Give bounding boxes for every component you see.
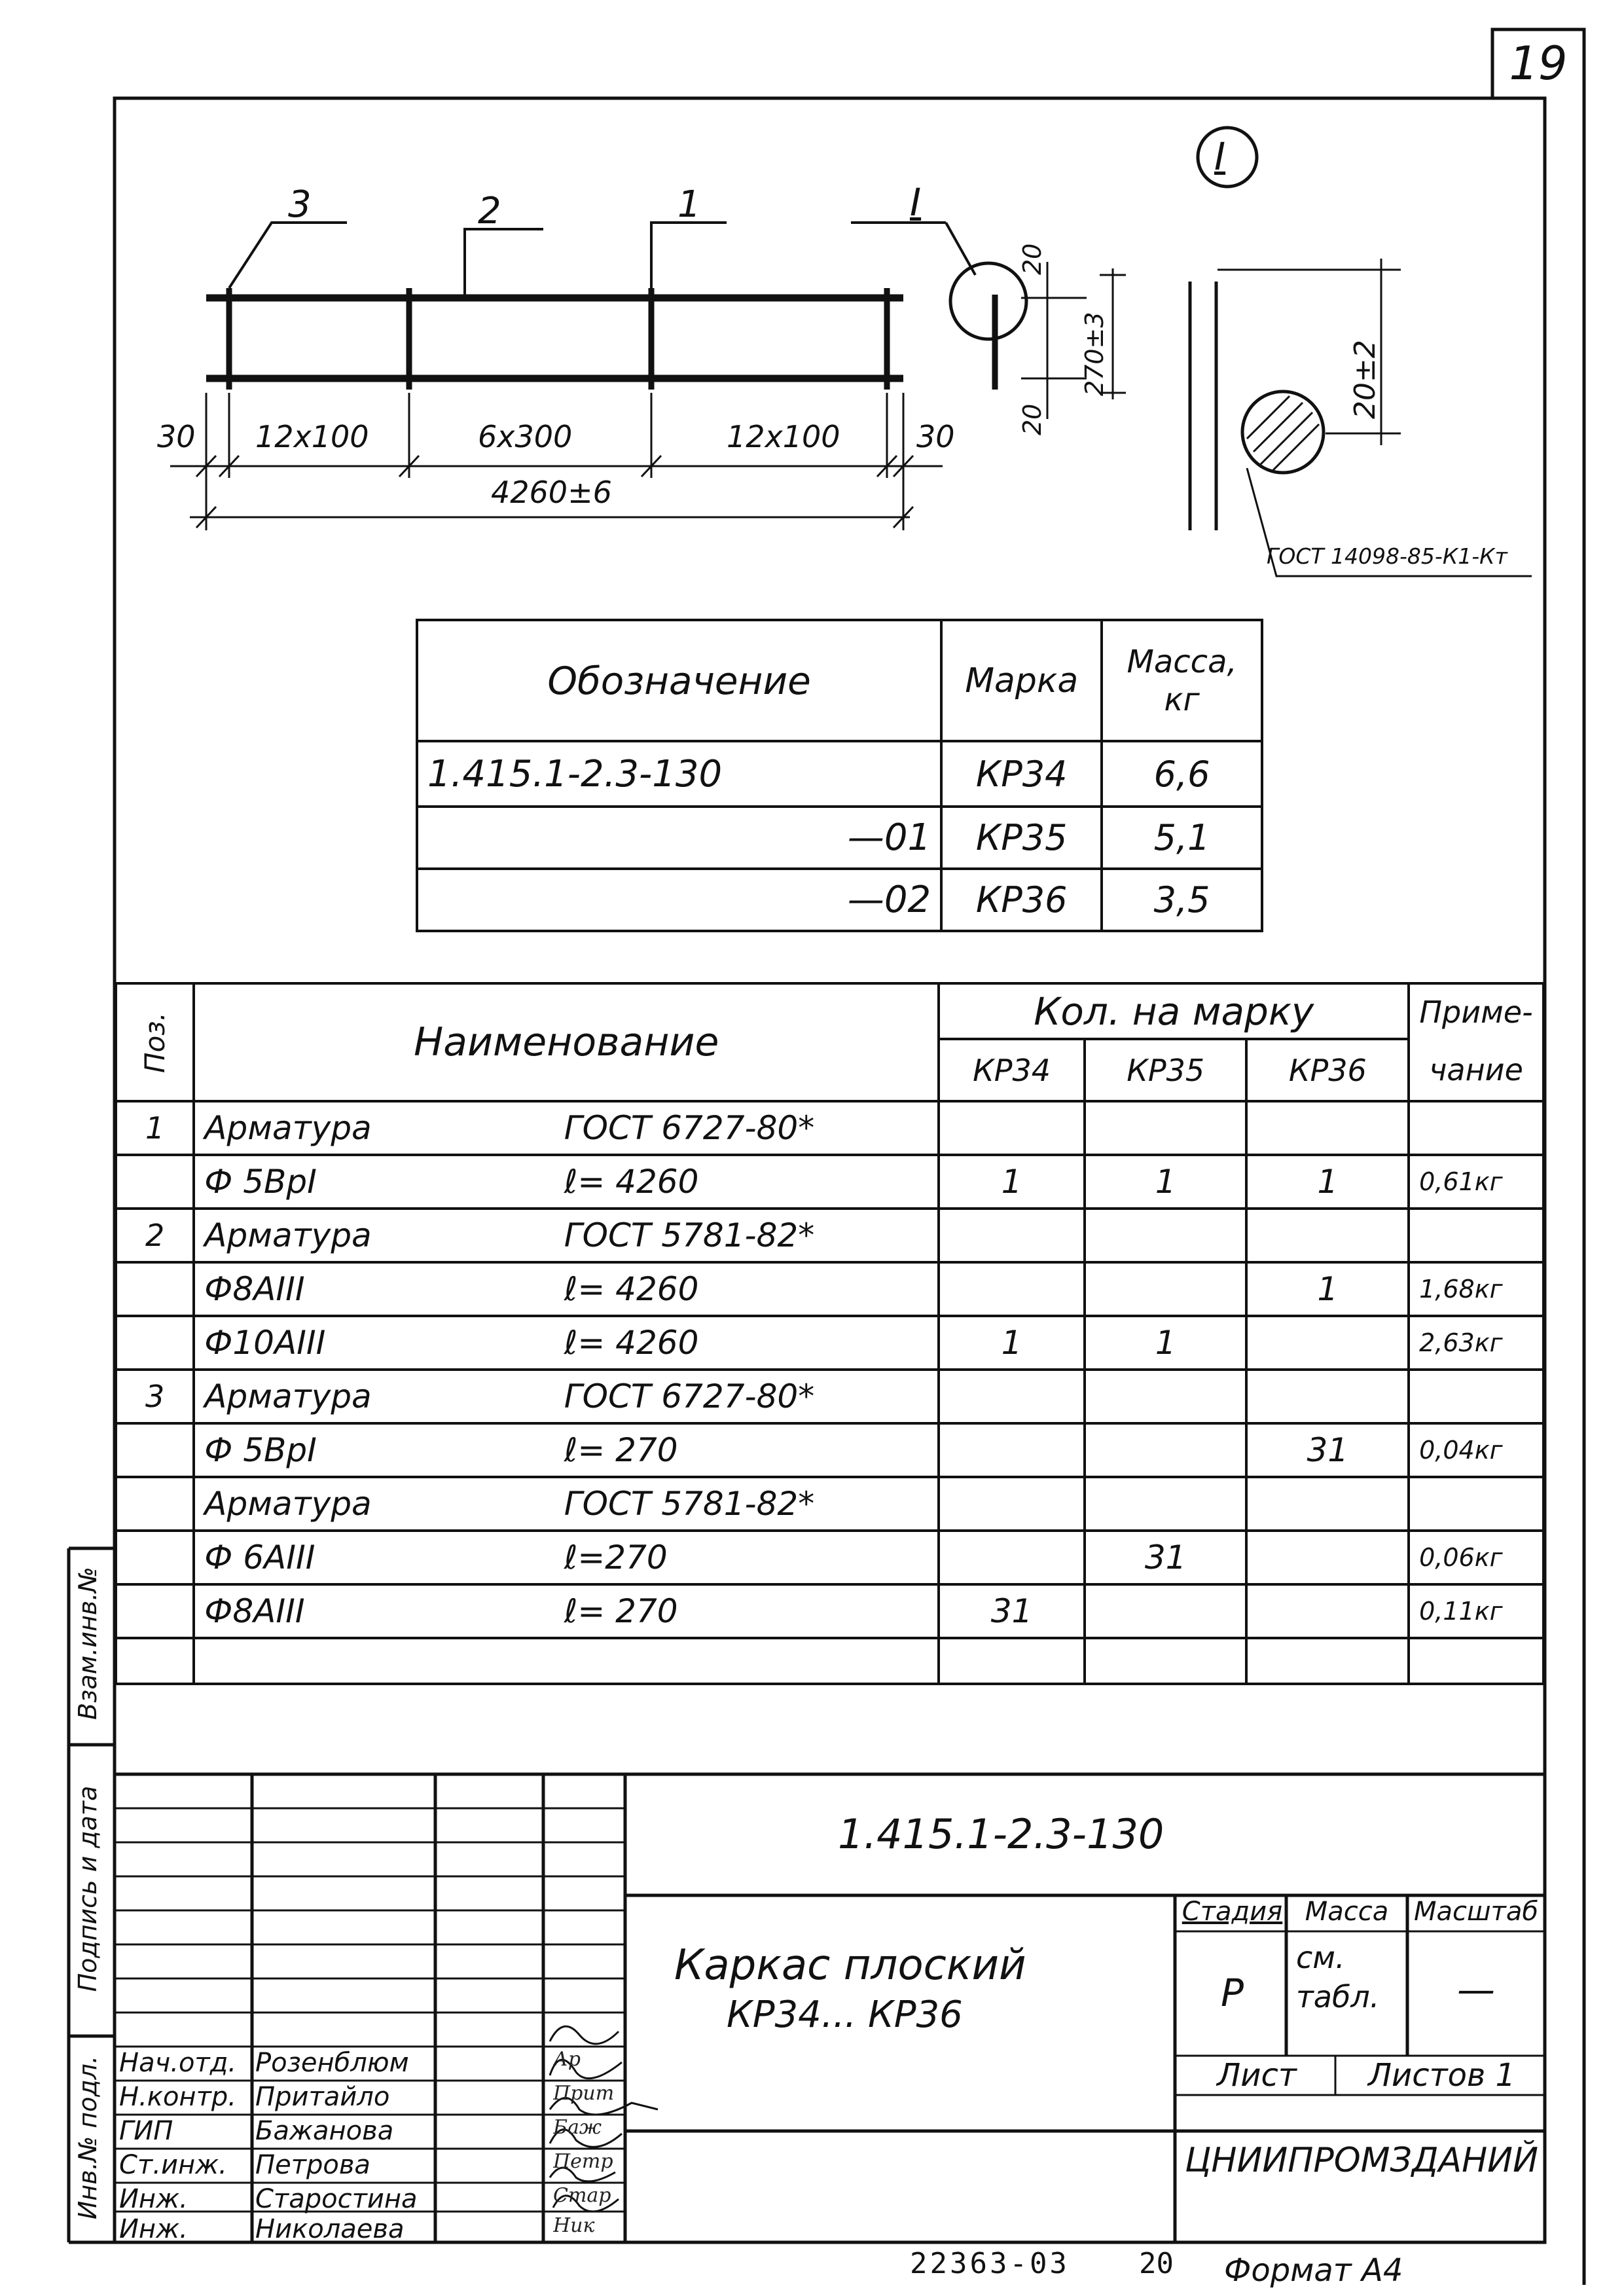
spec-qty-kr35 xyxy=(1085,1638,1247,1684)
staff-name: Петрова xyxy=(255,2150,370,2180)
callout-1-leader xyxy=(651,223,727,288)
spec-header-qty-group: Кол. на марку xyxy=(939,983,1409,1039)
spec-note xyxy=(1409,1209,1543,1262)
table-row xyxy=(116,1531,1543,1584)
marks-mass: 6,6 xyxy=(1102,741,1262,807)
callout-2-leader xyxy=(465,229,543,298)
staff-signature: Баж xyxy=(553,2116,602,2139)
spec-pos: 2 xyxy=(116,1209,194,1262)
spec-qty-kr35: 1 xyxy=(1085,1155,1247,1209)
page-number: 19 xyxy=(1509,37,1568,90)
spec-qty-kr36 xyxy=(1246,1477,1409,1531)
spec-note: 0,04кг xyxy=(1409,1423,1543,1477)
spec-spec: ГОСТ 5781-82* xyxy=(555,1477,939,1531)
doc-code: 1.415.1-2.3-130 xyxy=(838,1810,1164,1858)
section-label: I xyxy=(910,180,922,225)
staff-signature: Стар xyxy=(553,2184,611,2207)
marks-mark: КР36 xyxy=(941,869,1102,931)
table-row xyxy=(116,1209,1543,1262)
spec-pos xyxy=(116,1584,194,1638)
table-row xyxy=(417,741,1262,807)
marks-mark: КР34 xyxy=(941,741,1102,807)
spec-qty-kr35: 1 xyxy=(1085,1316,1247,1370)
spec-spec: ГОСТ 6727-80* xyxy=(555,1101,939,1155)
spec-qty-kr34 xyxy=(939,1477,1085,1531)
scale-label: Масштаб xyxy=(1413,1897,1539,1927)
spec-qty-kr35 xyxy=(1085,1370,1247,1423)
spec-qty-kr34: 31 xyxy=(939,1584,1085,1638)
table-row xyxy=(116,1370,1543,1423)
detail-id-label: I xyxy=(1214,134,1226,179)
spec-qty-kr34 xyxy=(939,1638,1085,1684)
archive-number: 22363-03 xyxy=(910,2247,1070,2280)
spec-note: 0,61кг xyxy=(1409,1155,1543,1209)
marks-header-designation: Обозначение xyxy=(417,620,941,741)
spec-pos xyxy=(116,1262,194,1316)
spec-header-qty-kr35: КР35 xyxy=(1085,1039,1247,1101)
staff-signature: Ник xyxy=(553,2214,595,2237)
spec-qty-kr34: 1 xyxy=(939,1155,1085,1209)
staff-name: Притайло xyxy=(255,2082,390,2112)
spec-table xyxy=(115,982,1545,1685)
weld-note: ГОСТ 14098-85-К1-Кт xyxy=(1267,543,1507,569)
table-row xyxy=(116,1584,1543,1638)
staff-signature: Петр xyxy=(553,2150,613,2173)
section-circle xyxy=(950,263,1026,339)
mass-value: см. табл. xyxy=(1296,1940,1380,2014)
marks-header-mass: Масса, кг xyxy=(1102,620,1262,741)
staff-signature: Прит xyxy=(553,2082,615,2105)
stage-value: Р xyxy=(1221,1971,1244,2015)
spec-qty-kr34 xyxy=(939,1423,1085,1477)
spec-name: Ф10АIII xyxy=(194,1316,554,1370)
marks-header-mark: Марка xyxy=(941,620,1102,741)
spec-spec: ℓ=270 xyxy=(555,1531,939,1584)
staff-name: Старостина xyxy=(255,2184,418,2214)
spec-spec: ℓ= 270 xyxy=(555,1584,939,1638)
spec-header-name: Наименование xyxy=(194,983,939,1101)
callout-3: 3 xyxy=(288,183,312,226)
spec-header-note-l1: Приме- xyxy=(1409,983,1543,1039)
spec-spec xyxy=(555,1638,939,1684)
spec-name: Ф 5ВрI xyxy=(194,1423,554,1477)
table-row xyxy=(116,1316,1543,1370)
spec-note xyxy=(1409,1370,1543,1423)
spec-note xyxy=(1409,1101,1543,1155)
spec-spec: ℓ= 4260 xyxy=(555,1316,939,1370)
staff-role: ГИП xyxy=(119,2116,173,2146)
spec-pos xyxy=(116,1423,194,1477)
dim-seg1: 12x100 xyxy=(255,419,369,454)
spec-qty-kr36 xyxy=(1246,1370,1409,1423)
dim-mid: 6x300 xyxy=(478,419,573,454)
spec-qty-kr36: 31 xyxy=(1246,1423,1409,1477)
marks-designation: —01 xyxy=(417,807,941,869)
spec-qty-kr36 xyxy=(1246,1638,1409,1684)
scale-value: — xyxy=(1457,1967,1495,2012)
spec-qty-kr34 xyxy=(939,1209,1085,1262)
spec-pos xyxy=(116,1155,194,1209)
dim-v-bottom: 20 xyxy=(1018,403,1047,435)
side-stamp-inv-podl: Инв.№ подл. xyxy=(73,2055,102,2220)
side-stamp-podp-data: Подпись и дата xyxy=(73,1785,102,1992)
table-row xyxy=(417,869,1262,931)
staff-role: Ст.инж. xyxy=(119,2150,227,2180)
spec-spec: ℓ= 4260 xyxy=(555,1262,939,1316)
table-row xyxy=(116,1262,1543,1316)
archive-page: 20 xyxy=(1139,2247,1174,2280)
mass-label: Масса xyxy=(1305,1897,1389,1927)
spec-name: Арматура xyxy=(194,1477,554,1531)
callout-1: 1 xyxy=(677,183,701,226)
spec-spec: ℓ= 270 xyxy=(555,1423,939,1477)
callout-3-leader xyxy=(229,223,347,288)
title-line-1: Каркас плоский xyxy=(674,1941,1026,1990)
spec-name: Ф8АIII xyxy=(194,1262,554,1316)
spec-qty-kr36 xyxy=(1246,1101,1409,1155)
spec-qty-kr34 xyxy=(939,1262,1085,1316)
spec-qty-kr34 xyxy=(939,1531,1085,1584)
staff-role: Н.контр. xyxy=(119,2082,236,2112)
dim-v-top: 20 xyxy=(1018,243,1047,275)
dim-v-mid: 270±3 xyxy=(1080,312,1109,396)
spec-qty-kr36 xyxy=(1246,1531,1409,1584)
spec-pos xyxy=(116,1638,194,1684)
staff-name: Николаева xyxy=(255,2214,405,2244)
spec-spec: ГОСТ 6727-80* xyxy=(555,1370,939,1423)
spec-note: 1,68кг xyxy=(1409,1262,1543,1316)
spec-qty-kr34: 1 xyxy=(939,1316,1085,1370)
spec-pos xyxy=(116,1477,194,1531)
marks-mass: 5,1 xyxy=(1102,807,1262,869)
staff-name: Бажанова xyxy=(255,2116,394,2146)
spec-qty-kr35 xyxy=(1085,1584,1247,1638)
spec-qty-kr36: 1 xyxy=(1246,1155,1409,1209)
staff-role: Инж. xyxy=(119,2184,188,2214)
marks-mass: 3,5 xyxy=(1102,869,1262,931)
spec-note xyxy=(1409,1638,1543,1684)
spec-qty-kr34 xyxy=(939,1101,1085,1155)
staff-name: Розенблюм xyxy=(255,2048,409,2078)
spec-qty-kr35 xyxy=(1085,1477,1247,1531)
dim-right-end: 30 xyxy=(916,419,955,454)
spec-header-pos-text: Поз. xyxy=(139,1011,171,1073)
dim-left-end: 30 xyxy=(157,419,196,454)
sheets-label: Листов 1 xyxy=(1367,2057,1516,2094)
spec-pos: 1 xyxy=(116,1101,194,1155)
spec-name: Арматура xyxy=(194,1101,554,1155)
spec-qty-kr35 xyxy=(1085,1101,1247,1155)
spec-qty-kr35 xyxy=(1085,1209,1247,1262)
staff-signature: Ар xyxy=(553,2048,581,2071)
spec-name xyxy=(194,1638,554,1684)
title-line-2: КР34... КР36 xyxy=(727,1994,963,2036)
spec-header-qty-kr34: КР34 xyxy=(939,1039,1085,1101)
spec-note: 0,06кг xyxy=(1409,1531,1543,1584)
spec-note: 0,11кг xyxy=(1409,1584,1543,1638)
spec-qty-kr35 xyxy=(1085,1423,1247,1477)
spec-spec: ℓ= 4260 xyxy=(555,1155,939,1209)
sheet-label: Лист xyxy=(1217,2057,1297,2094)
staff-role: Инж. xyxy=(119,2214,188,2244)
spec-name: Арматура xyxy=(194,1209,554,1262)
spec-note xyxy=(1409,1477,1543,1531)
format-label: Формат А4 xyxy=(1224,2252,1403,2289)
spec-pos: 3 xyxy=(116,1370,194,1423)
spec-name: Ф8АIII xyxy=(194,1584,554,1638)
table-row xyxy=(116,1423,1543,1477)
spec-qty-kr35: 31 xyxy=(1085,1531,1247,1584)
spec-qty-kr35 xyxy=(1085,1262,1247,1316)
dim-total: 4260±6 xyxy=(491,475,612,510)
dim-seg3: 12x100 xyxy=(727,419,840,454)
marks-table xyxy=(416,619,1263,932)
table-row xyxy=(116,1638,1543,1684)
spec-header-pos xyxy=(116,983,194,1101)
spec-header-note-l2: чание xyxy=(1409,1039,1543,1101)
marks-designation: —02 xyxy=(417,869,941,931)
marks-designation: 1.415.1-2.3-130 xyxy=(417,741,941,807)
spec-pos xyxy=(116,1531,194,1584)
table-row xyxy=(116,1155,1543,1209)
spec-spec: ГОСТ 5781-82* xyxy=(555,1209,939,1262)
spec-qty-kr36: 1 xyxy=(1246,1262,1409,1316)
spec-qty-kr34 xyxy=(939,1370,1085,1423)
spec-name: Ф 6АIII xyxy=(194,1531,554,1584)
spec-pos xyxy=(116,1316,194,1370)
spec-header-qty-kr36: КР36 xyxy=(1246,1039,1409,1101)
detail-dim: 20±2 xyxy=(1348,340,1382,419)
spec-name: Арматура xyxy=(194,1370,554,1423)
table-row xyxy=(417,807,1262,869)
spec-qty-kr36 xyxy=(1246,1584,1409,1638)
signature-1 xyxy=(550,2026,619,2044)
table-row xyxy=(116,1477,1543,1531)
table-row xyxy=(116,1101,1543,1155)
staff-role: Нач.отд. xyxy=(119,2048,237,2078)
stage-label: Стадия xyxy=(1182,1897,1283,1927)
marks-mark: КР35 xyxy=(941,807,1102,869)
callout-2: 2 xyxy=(478,190,501,232)
spec-note: 2,63кг xyxy=(1409,1316,1543,1370)
side-stamp-vzam-inv: Взам.инв.№ xyxy=(73,1567,102,1720)
spec-name: Ф 5ВрI xyxy=(194,1155,554,1209)
detail-id-circle xyxy=(1198,128,1257,187)
spec-qty-kr36 xyxy=(1246,1316,1409,1370)
organization: ЦНИИПРОМЗДАНИЙ xyxy=(1185,2141,1538,2180)
spec-qty-kr36 xyxy=(1246,1209,1409,1262)
